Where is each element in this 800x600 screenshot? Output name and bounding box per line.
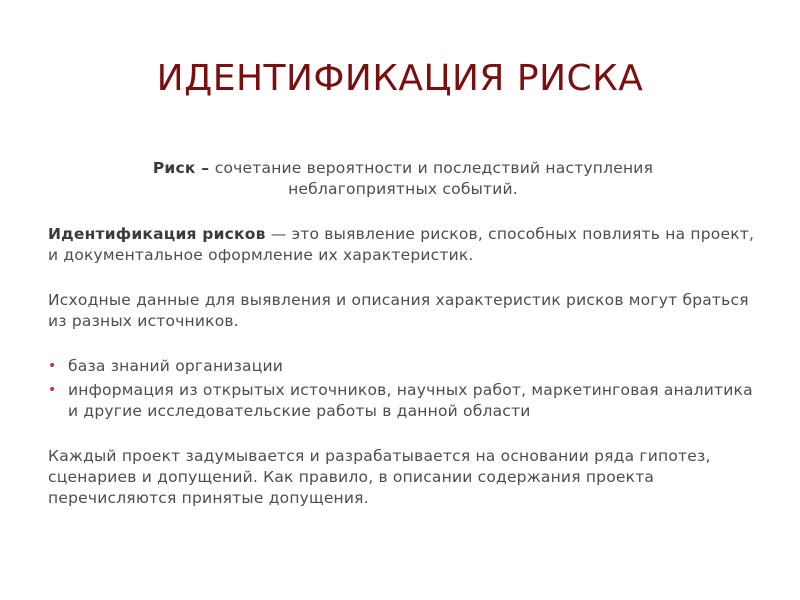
- list-item-text: база знаний организации: [68, 357, 284, 375]
- list-item-text: информация из открытых источников, научных работ, маркетинговая аналитика и другие исследовательские работы в данной области: [68, 381, 753, 420]
- risk-term: Риск: [152, 159, 196, 177]
- list-item: [48, 380, 758, 422]
- list-item: [48, 356, 758, 377]
- slide-title: ИДЕНТИФИКАЦИЯ РИСКА: [156, 58, 644, 99]
- identification-definition: [48, 224, 758, 266]
- bullet-icon: •: [48, 358, 57, 374]
- sources-list: [48, 356, 758, 422]
- risk-definition-text: сочетание вероятности и последствий наступления неблагоприятных событий.: [214, 159, 654, 198]
- identification-term: Идентификация рисков: [48, 225, 266, 243]
- bullet-icon: •: [48, 382, 57, 398]
- slide-body: [48, 158, 758, 533]
- sources-intro: Исходные данные для выявления и описания характеристик рисков могут браться из разных источников.: [48, 291, 749, 330]
- risk-dash: –: [195, 159, 215, 177]
- risk-definition: [48, 158, 758, 200]
- conclusion: Каждый проект задумывается и разрабатывается на основании ряда гипотез, сценариев и допущений. Как правило, в описании содержания проекта перечисляются принятые допущения.: [48, 447, 711, 507]
- identification-definition-text: — это выявление рисков, способных повлиять на проект, и документальное оформление их характеристик.: [48, 225, 755, 264]
